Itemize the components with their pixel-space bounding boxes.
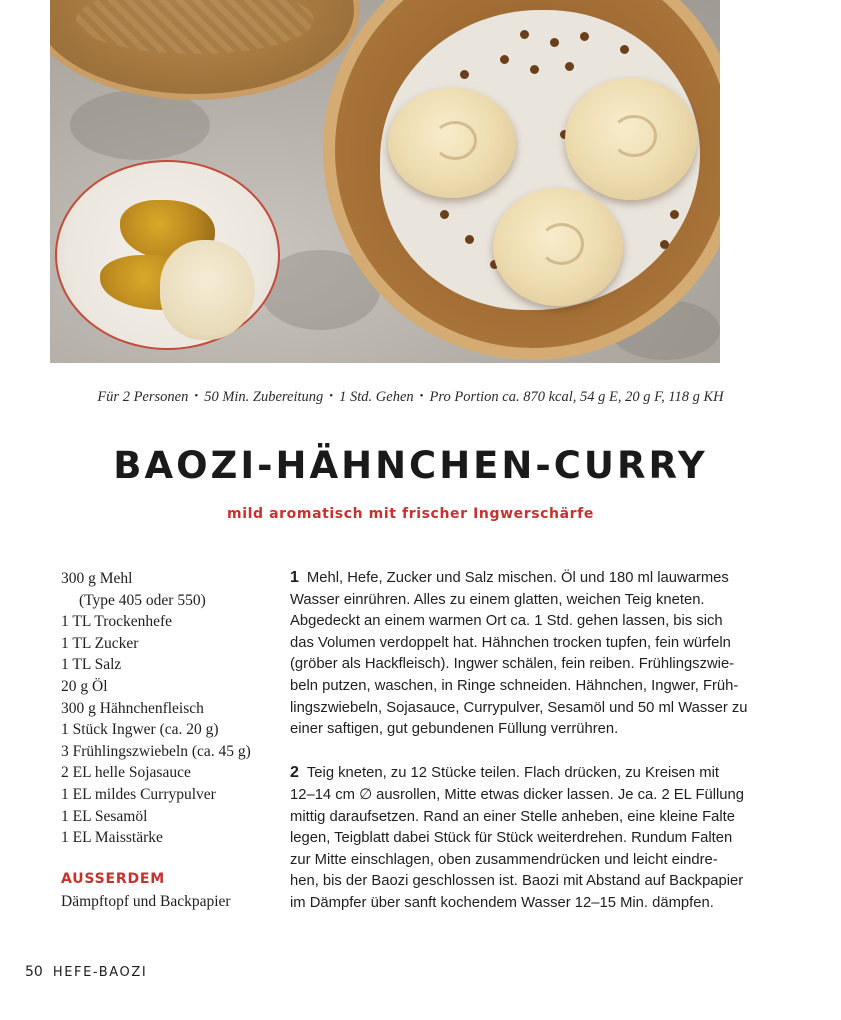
recipe-title: BAOZI-HÄHNCHEN-CURRY — [113, 444, 708, 487]
step-line: 12–14 cm ∅ ausrollen, Mitte etwas dicker lassen. Je ca. 2 EL Füllung — [290, 786, 744, 803]
bullet-separator: • — [419, 390, 424, 402]
ingredient-item: 300 g Mehl — [61, 570, 133, 587]
step-2 — [290, 762, 762, 914]
ingredient-item: 1 EL Sesamöl — [61, 807, 148, 825]
ingredient-item: 1 Stück Ingwer (ca. 20 g) — [61, 721, 219, 739]
step-line: Abgedeckt an einem warmen Ort ca. 1 Std. gehen lassen, bis sich — [290, 613, 723, 630]
step-line: zur Mitte einschlagen, oben zusammendrücken und leicht eindre- — [290, 851, 718, 868]
ingredient-item: 1 EL mildes Currypulver — [61, 785, 216, 803]
step-line: (gröber als Hackfleisch). Ingwer schälen, fein reiben. Frühlingszwie- — [290, 656, 735, 673]
step-line: im Dämpfer über sanft kochendem Wasser 12–15 Min. dämpfen. — [290, 894, 714, 911]
step-number: 1 — [290, 569, 299, 586]
servings: Für 2 Personen — [97, 389, 189, 405]
ingredient-item: 3 Frühlingszwiebeln (ca. 45 g) — [61, 742, 251, 760]
ingredient-item: 20 g Öl — [61, 677, 108, 695]
extra-equipment: Dämpftopf und Backpapier — [61, 893, 231, 910]
step-1 — [290, 567, 762, 741]
step-line: mittig daraufsetzen. Rand an einer Stelle anheben, eine kleine Falte — [290, 808, 736, 825]
ingredient-item: 1 TL Zucker — [61, 634, 139, 652]
prep-time: 50 Min. Zubereitung — [204, 389, 324, 405]
ingredient-item: 1 EL Maisstärke — [61, 829, 163, 847]
nutrition-info: Pro Portion ca. 870 kcal, 54 g E, 20 g F, 118 g KH — [429, 389, 724, 405]
step-line: einer saftigen, gut gebundenen Füllung verrühren. — [290, 721, 619, 738]
ingredient-item: 1 TL Salz — [61, 656, 122, 674]
instruction-steps — [290, 567, 762, 915]
step-number: 2 — [290, 764, 299, 782]
step-line — [290, 762, 762, 785]
baozi-half — [160, 240, 255, 340]
ingredient-item: 300 g Hähnchenfleisch — [61, 699, 204, 717]
ingredient-item: (Type 405 oder 550) — [79, 591, 206, 609]
rise-time: 1 Std. Gehen — [339, 389, 414, 405]
page-footer — [25, 964, 147, 980]
ingredient-list — [61, 568, 276, 849]
step-text: Mehl, Hefe, Zucker und Salz mischen. Öl und 180 ml lauwarmes — [306, 570, 729, 586]
step-line: beln putzen, waschen, in Ringe schneiden. Hähnchen, Ingwer, Früh- — [290, 677, 739, 694]
step-line: hen, bis der Baozi geschlossen ist. Baozi mit Abstand auf Backpapier — [290, 873, 744, 890]
baozi-bun — [565, 78, 697, 200]
recipe-meta — [0, 389, 821, 406]
baozi-bun — [493, 188, 623, 306]
ingredient-item: 1 TL Trockenhefe — [61, 613, 173, 631]
baozi-bun — [388, 88, 516, 198]
bamboo-steamer-lid — [50, 0, 360, 100]
page-number: 50 — [25, 964, 43, 980]
recipe-photo — [50, 0, 720, 363]
bullet-separator: • — [329, 390, 334, 402]
recipe-subtitle: mild aromatisch mit frischer Ingwerschärfe — [227, 506, 594, 522]
extra-heading: AUSSERDEM — [61, 871, 165, 887]
ingredient-item: 2 EL helle Sojasauce — [61, 764, 191, 782]
step-line — [290, 567, 762, 590]
step-line: legen, Teigblatt dabei Stück für Stück weiterdrehen. Rundum Falten — [290, 830, 733, 847]
step-line: lingszwiebeln, Sojasauce, Currypulver, Sesamöl und 50 ml Wasser zu — [290, 699, 748, 716]
step-line: Wasser einrühren. Alles zu einem glatten, weichen Teig kneten. — [290, 591, 705, 608]
step-text: Teig kneten, zu 12 Stücke teilen. Flach drücken, zu Kreisen mit — [306, 765, 719, 782]
step-line: das Volumen verdoppelt hat. Hähnchen trocken tupfen, fein würfeln — [290, 634, 731, 651]
section-name: HEFE-BAOZI — [52, 965, 148, 980]
bullet-separator: • — [194, 390, 199, 402]
